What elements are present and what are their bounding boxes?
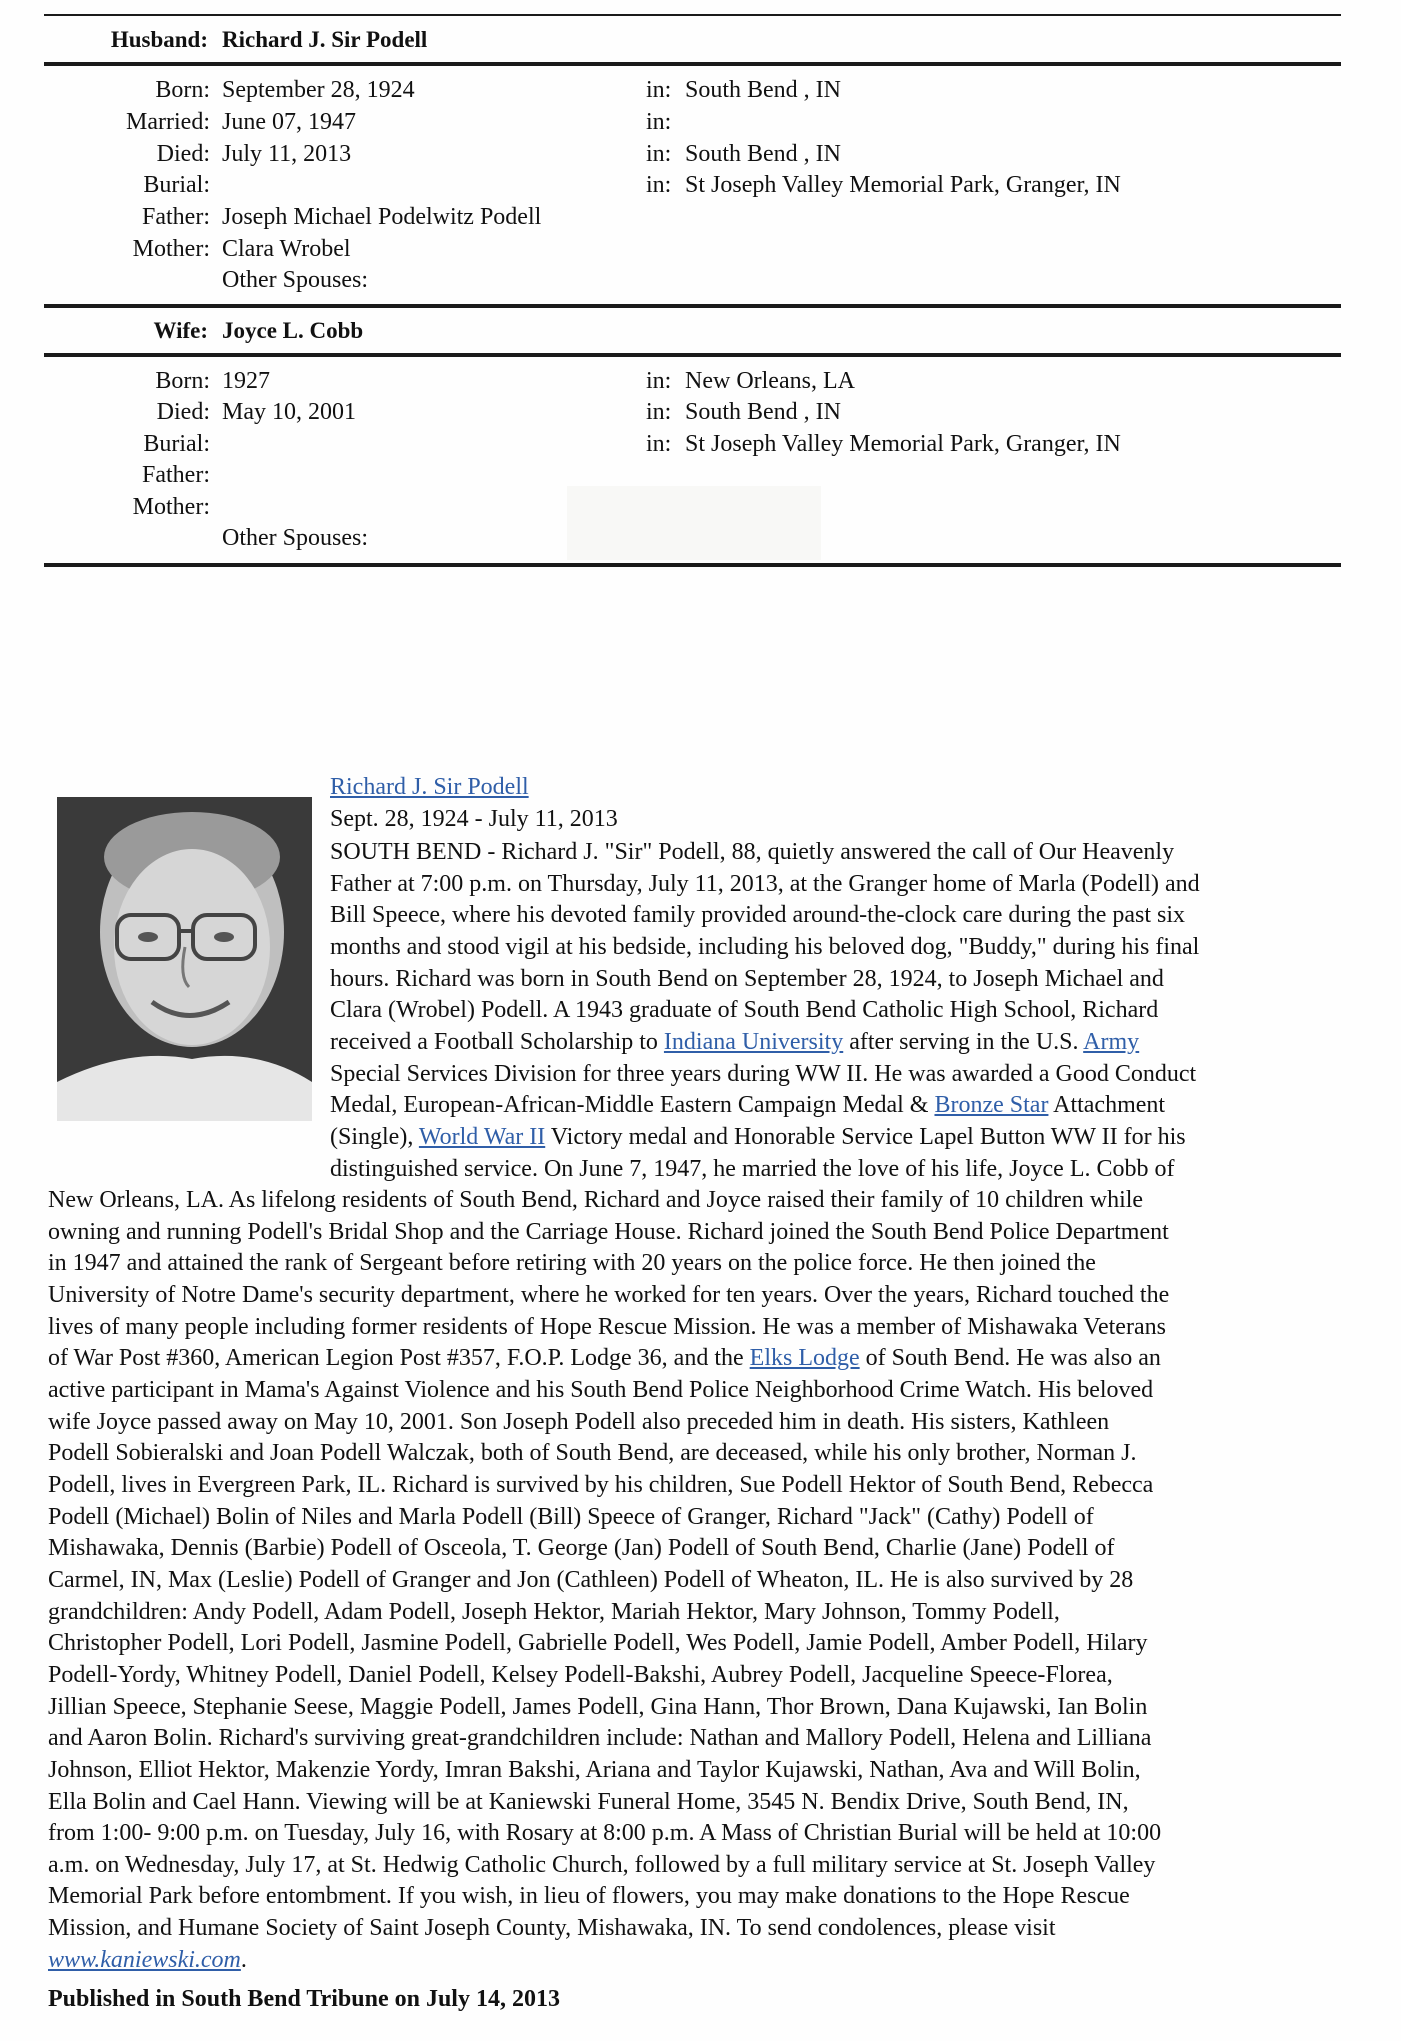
obituary-line — [48, 1881, 1130, 1913]
obituary-text-segment: Christopher Podell, Lori Podell, Jasmine Podell, Gabrielle Podell, Wes Podell, Jamie Podell, Amber Podell, Hilary — [48, 1630, 1148, 1657]
fact-row — [0, 459, 1401, 491]
husband-other-spouses — [0, 264, 1401, 296]
obituary-text-segment: of War Post #360, American Legion Post #357, F.O.P. Lodge 36, and the — [48, 1345, 750, 1372]
obituary-line — [48, 1438, 1136, 1470]
fact-row — [0, 233, 1401, 265]
obituary-text-segment: SOUTH BEND - Richard J. "Sir" Podell, 88, quietly answered the call of Our Heavenly — [330, 839, 1175, 865]
obituary-line — [48, 1375, 1153, 1407]
husband-name: Richard J. Sir Podell — [222, 27, 428, 52]
fact-row — [0, 138, 1401, 170]
wife-name: Joyce L. Cobb — [222, 318, 364, 343]
fact-row — [0, 74, 1401, 106]
obituary-line — [330, 837, 1174, 869]
obituary-text-segment: Mishawaka, Dennis (Barbie) Podell of Osceola, T. George (Jan) Podell of South Bend, Charlie (Jane) Podell of — [48, 1535, 1115, 1562]
obituary-text-segment: Jillian Speece, Stephanie Seese, Maggie Podell, James Podell, Gina Hann, Thor Brown, Dana Kujawski, Ian Bolin — [48, 1693, 1148, 1720]
obituary-line — [330, 1154, 1175, 1186]
fact-label: Born: — [155, 77, 210, 103]
other-spouses-label: Other Spouses: — [222, 267, 368, 293]
obituary-text-segment: Mission, and Humane Society of Saint Joseph County, Mishawaka, IN. To send condolences, please visit — [48, 1915, 1056, 1942]
obituary-line — [48, 1755, 1141, 1787]
website-link[interactable]: www.kaniewski.com — [48, 1946, 241, 1973]
obituary-title-link[interactable]: Richard J. Sir Podell — [330, 774, 529, 800]
obituary-line — [48, 1565, 1133, 1597]
obituary-text-segment: months and stood vigil at his bedside, including his beloved dog, "Buddy," during his final — [330, 933, 1200, 960]
obituary-text-segment: Attachment — [1048, 1092, 1166, 1119]
obituary-line — [330, 995, 1158, 1027]
fact-label: Father: — [142, 462, 210, 489]
obituary-text-segment: Podell (Michael) Bolin of Niles and Marla Podell (Bill) Speece of Granger, Richard "Jack" (Cathy) Podell of — [48, 1503, 1094, 1530]
obituary-text-segment: (Single), — [330, 1123, 419, 1150]
obituary-text-segment: Bill Speece, where his devoted family provided around-the-clock care during the past six — [330, 902, 1186, 929]
obituary-link[interactable]: World War II — [418, 1123, 546, 1150]
wife-rule — [44, 353, 1341, 357]
obituary-line — [48, 1787, 1129, 1819]
obituary-line — [48, 1913, 1056, 1945]
obituary-title[interactable] — [330, 772, 529, 804]
fact-in-label: in: — [646, 108, 672, 135]
obituary-text-segment: Memorial Park before entombment. If you wish, in lieu of flowers, you may make donations to the Hope Rescue — [48, 1883, 1130, 1910]
obituary-text-segment: grandchildren: Andy Podell, Adam Podell, Joseph Hektor, Mariah Hektor, Mary Johnson, Tommy Podell, — [48, 1598, 1060, 1625]
obituary-text-segment: a.m. on Wednesday, July 17, at St. Hedwig Catholic Church, followed by a full military service at St. Joseph Valley — [48, 1851, 1156, 1878]
obituary-text-segment: in 1947 and attained the rank of Sergeant before retiring with 20 years on the police force. He then joined the — [48, 1250, 1096, 1277]
fact-place: South Bend , IN — [685, 399, 841, 426]
portrait-photo — [57, 797, 312, 1121]
fact-in-label: in: — [646, 140, 672, 167]
obituary-text-segment: Podell Sobieralski and Joan Podell Walczak, both of South Bend, are deceased, while his only brother, Norman J. — [48, 1440, 1137, 1467]
obituary-line — [330, 1090, 1165, 1122]
fact-row — [0, 169, 1401, 201]
obituary-line — [48, 1723, 1151, 1755]
obituary-line — [330, 869, 1200, 901]
fact-row — [0, 396, 1401, 428]
husband-rule — [44, 62, 1341, 66]
fact-label: Died: — [156, 140, 210, 167]
obituary-link[interactable]: Indiana University — [663, 1028, 844, 1055]
fact-row — [0, 365, 1401, 397]
obituary-link[interactable]: Army — [1083, 1028, 1140, 1055]
obituary-line — [48, 1502, 1094, 1534]
fact-row — [0, 428, 1401, 460]
fact-label: Died: — [156, 399, 210, 426]
obituary-text-segment: hours. Richard was born in South Bend on September 28, 1924, to Joseph Michael and — [330, 965, 1164, 992]
obituary-line — [330, 1059, 1196, 1091]
fact-value: 1927 — [222, 368, 270, 394]
obituary-text-segment: received a Football Scholarship to — [330, 1028, 664, 1055]
wife-top-rule — [44, 304, 1341, 308]
obituary-line — [48, 1945, 247, 1977]
obituary-text-segment: Father at 7:00 p.m. on Thursday, July 11, 2013, at the Granger home of Marla (Podell) and — [330, 870, 1200, 897]
obituary-line — [48, 1312, 1166, 1344]
other-spouses-label: Other Spouses: — [222, 525, 368, 551]
fact-label: Burial: — [143, 430, 210, 457]
obituary-text-segment: of South Bend. He was also an — [859, 1345, 1161, 1372]
obituary-link[interactable]: Elks Lodge — [749, 1345, 860, 1372]
fact-place: St Joseph Valley Memorial Park, Granger, IN — [685, 430, 1121, 457]
obituary-text-segment: Podell-Yordy, Whitney Podell, Daniel Podell, Kelsey Podell-Bakshi, Aubrey Podell, Jacqueline Speece-Florea, — [48, 1661, 1113, 1688]
obituary-line — [48, 1628, 1148, 1660]
obituary-text-segment: Johnson, Elliot Hektor, Makenzie Yordy, Imran Bakshi, Ariana and Taylor Kujawski, Nathan, Ava and Will Bolin, — [48, 1756, 1141, 1783]
fact-in-label: in: — [646, 368, 672, 394]
obituary-line — [48, 1407, 1109, 1439]
bottom-rule — [44, 563, 1341, 567]
fact-row — [0, 491, 1401, 523]
obituary-line — [48, 1533, 1114, 1565]
obituary-line — [48, 1818, 1161, 1850]
obituary-dates: Sept. 28, 1924 - July 11, 2013 — [330, 806, 618, 832]
fact-value: May 10, 2001 — [222, 399, 356, 426]
obituary-text-segment: Clara (Wrobel) Podell. A 1943 graduate of South Bend Catholic High School, Richard — [330, 997, 1159, 1024]
obituary-link[interactable]: Bronze Star — [934, 1092, 1049, 1119]
fact-in-label: in: — [646, 430, 672, 457]
obituary-text-segment: . — [240, 1946, 247, 1973]
fact-label: Married: — [126, 108, 210, 135]
fact-in-label: in: — [646, 172, 672, 199]
obituary-line — [48, 1343, 1161, 1375]
obituary-line — [48, 1660, 1113, 1692]
obituary-text-segment: New Orleans, LA. As lifelong residents of South Bend, Richard and Joyce raised their family of 10 children while — [48, 1187, 1144, 1214]
fact-label: Mother: — [132, 493, 210, 520]
obituary-line — [48, 1597, 1060, 1629]
fact-label: Mother: — [132, 236, 210, 262]
fact-place: New Orleans, LA — [685, 368, 855, 394]
obituary-text-segment: Podell, lives in Evergreen Park, IL. Richard is survived by his children, Sue Podell Hektor of South Bend, Rebecca — [48, 1472, 1154, 1498]
fact-label: Father: — [142, 204, 210, 231]
obituary-line — [330, 1122, 1186, 1154]
fact-value: July 11, 2013 — [222, 140, 352, 167]
fact-value: June 07, 1947 — [222, 108, 356, 135]
obituary-line — [330, 964, 1164, 996]
husband-heading-label: Husband: — [110, 27, 208, 52]
obituary-text-segment: and Aaron Bolin. Richard's surviving great-grandchildren include: Nathan and Mallory Podell, Helena and Lilliana — [48, 1725, 1152, 1752]
obituary-text-segment: Victory medal and Honorable Service Lapel Button WW II for his — [545, 1123, 1186, 1150]
obituary-text-segment: after serving in the U.S. — [843, 1028, 1084, 1055]
obituary-text-segment: active participant in Mama's Against Violence and his South Bend Police Neighborhood Crime Watch. His beloved — [48, 1377, 1154, 1404]
fact-in-label: in: — [646, 399, 672, 426]
obituary-text-segment: from 1:00- 9:00 p.m. on Tuesday, July 16, with Rosary at 8:00 p.m. A Mass of Christian Burial will be held at 10:00 — [48, 1820, 1162, 1847]
obituary-line — [48, 1248, 1096, 1280]
fact-value: Joseph Michael Podelwitz Podell — [222, 204, 542, 231]
obituary-line — [48, 1692, 1147, 1724]
obituary-line — [330, 900, 1185, 932]
fact-label: Burial: — [143, 172, 210, 199]
obituary-line — [330, 932, 1199, 964]
obituary-line — [48, 1217, 1169, 1249]
fact-place: South Bend , IN — [685, 77, 841, 103]
fact-in-label: in: — [646, 77, 672, 103]
fact-place: South Bend , IN — [685, 140, 841, 167]
fact-value: September 28, 1924 — [222, 77, 415, 103]
top-rule — [44, 14, 1341, 16]
obituary-line — [330, 1027, 1139, 1059]
fact-value: Clara Wrobel — [222, 236, 351, 262]
obituary-text-segment: owning and running Podell's Bridal Shop and the Carriage House. Richard joined the South Bend Police Department — [48, 1218, 1169, 1245]
obituary-text-segment: Ella Bolin and Cael Hann. Viewing will be at Kaniewski Funeral Home, 3545 N. Bendix Drive, South Bend, IN, — [48, 1788, 1129, 1815]
obituary-line — [48, 1280, 1169, 1312]
obituary-line — [48, 1470, 1153, 1502]
obituary-text-segment: Special Services Division for three years during WW II. He was awarded a Good Conduct — [330, 1060, 1197, 1087]
fact-place: St Joseph Valley Memorial Park, Granger, IN — [685, 172, 1121, 199]
wife-heading-label: Wife: — [153, 318, 208, 343]
obituary-text-segment: lives of many people including former residents of Hope Rescue Mission. He was a member of Mishawaka Veterans — [48, 1313, 1166, 1340]
obituary-text-segment: wife Joyce passed away on May 10, 2001. Son Joseph Podell also preceded him in death. His sisters, Kathleen — [48, 1408, 1110, 1435]
fact-row — [0, 106, 1401, 138]
published-note: Published in South Bend Tribune on July 14, 2013 — [48, 1986, 560, 2012]
obituary-text-segment: University of Notre Dame's security department, where he worked for ten years. Over the years, Richard touched the — [48, 1282, 1170, 1309]
fact-row — [0, 201, 1401, 233]
wife-other-spouses — [0, 522, 1401, 554]
fact-label: Born: — [155, 368, 210, 394]
obituary-text-segment: Medal, European-African-Middle Eastern Campaign Medal & — [330, 1092, 935, 1119]
obituary-line — [48, 1185, 1143, 1217]
obituary-text-segment: distinguished service. On June 7, 1947, he married the love of his life, Joyce L. Cobb of — [330, 1155, 1175, 1182]
obituary-text-segment: Carmel, IN, Max (Leslie) Podell of Granger and Jon (Cathleen) Podell of Wheaton, IL. He is also survived by 28 — [48, 1566, 1134, 1593]
obituary-line — [48, 1850, 1155, 1882]
